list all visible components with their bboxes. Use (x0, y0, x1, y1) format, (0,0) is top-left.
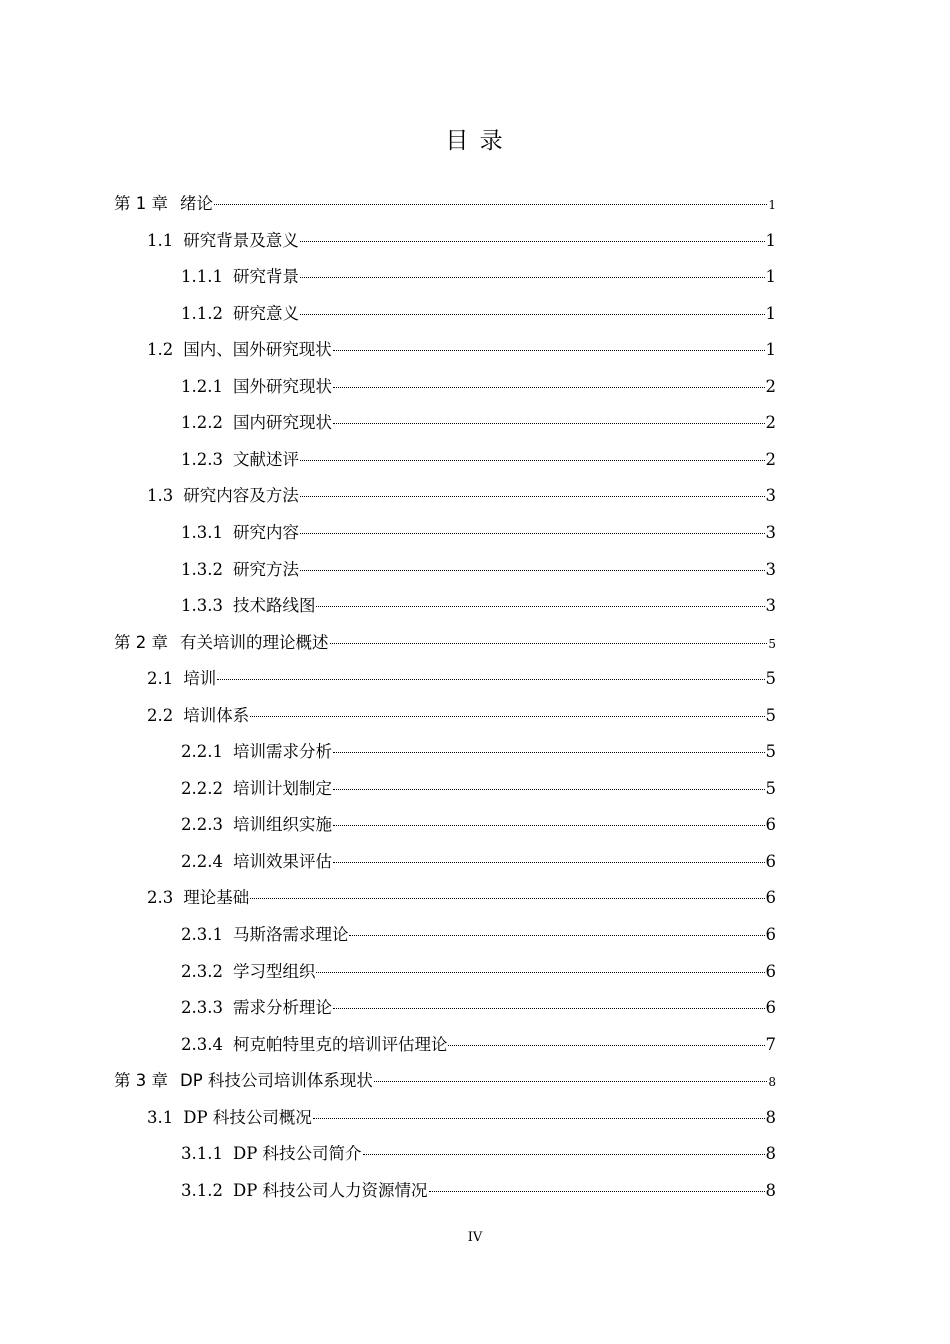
toc-entry[interactable] (181, 812, 776, 838)
toc-entry[interactable] (181, 959, 776, 985)
toc-entry-label: 研究方法 (232, 559, 299, 579)
toc-dot-leader (333, 350, 765, 351)
toc-entry-page: 5 (765, 705, 776, 725)
toc-entry-page: 2 (765, 413, 776, 433)
toc-entry-label: 研究内容 (232, 522, 299, 542)
toc-entry-label: 培训效果评估 (232, 851, 332, 871)
toc-entry-page: 6 (765, 961, 776, 981)
toc-entry-number: 1.2.2 (181, 413, 223, 433)
toc-dot-leader (374, 1081, 767, 1082)
toc-entry-label: 有关培训的理论概述 (180, 632, 329, 652)
toc-entry-page: 3 (765, 486, 776, 506)
toc-dot-leader (333, 789, 765, 790)
toc-entry-number: 1.3.3 (181, 596, 223, 616)
toc-entry-number: 1.3 (147, 486, 174, 506)
toc-entry-label: 培训需求分析 (232, 742, 332, 762)
toc-entry[interactable] (181, 1178, 776, 1204)
toc-entry-label: 需求分析理论 (232, 998, 332, 1018)
toc-entry-page: 1 (765, 303, 776, 323)
toc-entry-page: 5 (765, 778, 776, 798)
toc-entry-page: 5 (765, 669, 776, 689)
toc-entry-label: DP 科技公司培训体系现状 (180, 1071, 373, 1091)
toc-entry-page: 1 (768, 198, 776, 212)
toc-entry-label: 研究背景及意义 (183, 230, 299, 250)
toc-dot-leader (313, 1118, 765, 1119)
toc-entry-page: 2 (765, 449, 776, 469)
toc-entry-label: 培训体系 (183, 705, 250, 725)
toc-entry-page: 1 (765, 340, 776, 360)
toc-entry-page: 6 (765, 925, 776, 944)
toc-entry-label: 培训 (183, 669, 217, 689)
toc-dot-leader (316, 972, 764, 973)
toc-entry-number: 第 2 章 (114, 632, 168, 652)
toc-dot-leader (316, 606, 764, 607)
toc-dot-leader (300, 460, 765, 461)
toc-entry-label: DP 科技公司简介 (232, 1144, 362, 1164)
toc-entry-number: 3.1.2 (181, 1180, 223, 1200)
toc-entry-label: 研究内容及方法 (183, 486, 299, 506)
toc-entry-number: 1.2.3 (181, 449, 223, 469)
toc-dot-leader (300, 241, 765, 242)
toc-dot-leader (448, 1045, 764, 1046)
toc-entry-page: 3 (765, 522, 776, 542)
toc-dot-leader (300, 533, 765, 534)
toc-entry-label: 研究背景 (232, 267, 299, 287)
toc-entry-page: 5 (765, 742, 776, 762)
toc-entry-page: 5 (768, 636, 776, 651)
toc-entry[interactable] (147, 885, 776, 911)
toc-dot-leader (363, 1154, 765, 1155)
toc-entry-number: 1.2 (147, 340, 174, 360)
toc-entry-page: 1 (765, 230, 776, 250)
toc-entry[interactable] (147, 703, 776, 729)
toc-entry[interactable] (181, 447, 776, 473)
toc-entry[interactable] (181, 520, 776, 546)
toc-entry-label: 绪论 (180, 194, 213, 213)
toc-entry-label: 马斯洛需求理论 (232, 925, 349, 944)
toc-entry-number: 2.3.4 (181, 1034, 223, 1054)
toc-entry[interactable] (147, 666, 776, 692)
toc-entry-page: 3 (765, 559, 776, 579)
toc-dot-leader (333, 387, 765, 388)
toc-entry-label: 国外研究现状 (232, 376, 332, 396)
toc-dot-leader (214, 204, 767, 205)
toc-entry-number: 3.1.1 (181, 1144, 223, 1164)
toc-entry[interactable] (147, 228, 776, 254)
toc-entry-number: 2.2.4 (181, 851, 223, 871)
toc-entry-number: 1.3.2 (181, 559, 223, 579)
toc-dot-leader (300, 496, 765, 497)
toc-entry[interactable] (147, 483, 776, 509)
toc-entry-label: 文献述评 (232, 449, 299, 469)
toc-dot-leader (429, 1191, 765, 1192)
toc-entry-page: 7 (765, 1034, 776, 1054)
toc-entry-number: 3.1 (147, 1107, 174, 1127)
toc-entry[interactable] (181, 849, 776, 875)
toc-entry-label: 研究意义 (232, 303, 299, 323)
toc-entry-number: 2.3 (147, 888, 174, 908)
toc-entry-number: 2.3.2 (181, 961, 223, 981)
toc-entry[interactable] (181, 374, 776, 400)
toc-dot-leader (300, 570, 765, 571)
toc-entry-page: 6 (765, 815, 776, 835)
toc-title: 目 录 (445, 128, 505, 154)
toc-entry[interactable] (147, 337, 776, 363)
toc-entry[interactable] (181, 264, 776, 290)
toc-entry[interactable] (181, 301, 776, 327)
toc-entry[interactable] (181, 593, 776, 619)
toc-dot-leader (333, 752, 765, 753)
toc-entry-number: 第 3 章 (114, 1071, 168, 1091)
toc-entry[interactable] (181, 776, 776, 802)
toc-dot-leader (333, 825, 765, 826)
toc-entry-page: 8 (765, 1107, 776, 1127)
toc-entry-number: 1.1.2 (181, 303, 223, 323)
toc-entry-number: 1.1.1 (181, 267, 223, 287)
toc-entry-number: 1.1 (147, 230, 174, 250)
toc-entry-number: 1.3.1 (181, 522, 223, 542)
toc-entry[interactable] (114, 630, 776, 656)
toc-dot-leader (300, 277, 765, 278)
toc-entry-label: 培训组织实施 (232, 815, 332, 835)
toc-entry-page: 6 (765, 998, 776, 1018)
toc-entry-label: 国内研究现状 (232, 413, 332, 433)
toc-entry-page: 8 (765, 1180, 776, 1200)
toc-entry-number: 2.3.3 (181, 998, 223, 1018)
toc-entry-label: 国内、国外研究现状 (183, 340, 332, 360)
toc-entry-number: 2.2.2 (181, 778, 223, 798)
toc-entry-label: DP 科技公司概况 (183, 1107, 312, 1127)
toc-entry-label: 技术路线图 (232, 596, 316, 616)
toc-entry-label: 柯克帕特里克的培训评估理论 (232, 1034, 448, 1054)
toc-entry-label: 培训计划制定 (232, 778, 332, 798)
toc-dot-leader (333, 423, 765, 424)
toc-entry-page: 8 (768, 1075, 776, 1090)
toc-entry-number: 2.2 (147, 705, 174, 725)
toc-entry-number: 2.2.1 (181, 742, 223, 762)
toc-dot-leader (250, 716, 764, 717)
toc-dot-leader (349, 935, 764, 936)
toc-dot-leader (333, 862, 765, 863)
toc-entry[interactable] (181, 410, 776, 436)
toc-entry[interactable] (181, 995, 776, 1021)
toc-dot-leader (330, 643, 768, 644)
toc-entry-number: 1.2.1 (181, 376, 223, 396)
toc-entry-page: 2 (765, 376, 776, 396)
toc-entry[interactable] (181, 557, 776, 583)
toc-entry-number: 2.1 (147, 669, 174, 689)
toc-entry[interactable] (181, 1032, 776, 1058)
toc-entry[interactable] (147, 1105, 776, 1131)
toc-entry[interactable] (181, 739, 776, 765)
page-number: IV (467, 1230, 483, 1245)
toc-entry-number: 第 1 章 (114, 194, 168, 213)
toc-dot-leader (217, 679, 764, 680)
toc-dot-leader (300, 314, 765, 315)
toc-entry[interactable] (114, 191, 776, 217)
toc-entry-label: DP 科技公司人力资源情况 (232, 1180, 428, 1200)
toc-entry[interactable] (114, 1068, 776, 1094)
toc-entry[interactable] (181, 922, 776, 948)
toc-entry-label: 理论基础 (183, 888, 250, 908)
toc-entry-page: 8 (765, 1144, 776, 1164)
toc-dot-leader (250, 898, 764, 899)
toc-dot-leader (333, 1008, 765, 1009)
toc-entry-page: 1 (765, 267, 776, 287)
toc-entry-label: 学习型组织 (232, 961, 316, 981)
toc-entry-number: 2.2.3 (181, 815, 223, 835)
toc-entry-page: 6 (765, 851, 776, 871)
toc-entry-number: 2.3.1 (181, 925, 223, 944)
toc-entry[interactable] (181, 1141, 776, 1167)
toc-entry-page: 3 (765, 596, 776, 616)
toc-entry-page: 6 (765, 888, 776, 908)
